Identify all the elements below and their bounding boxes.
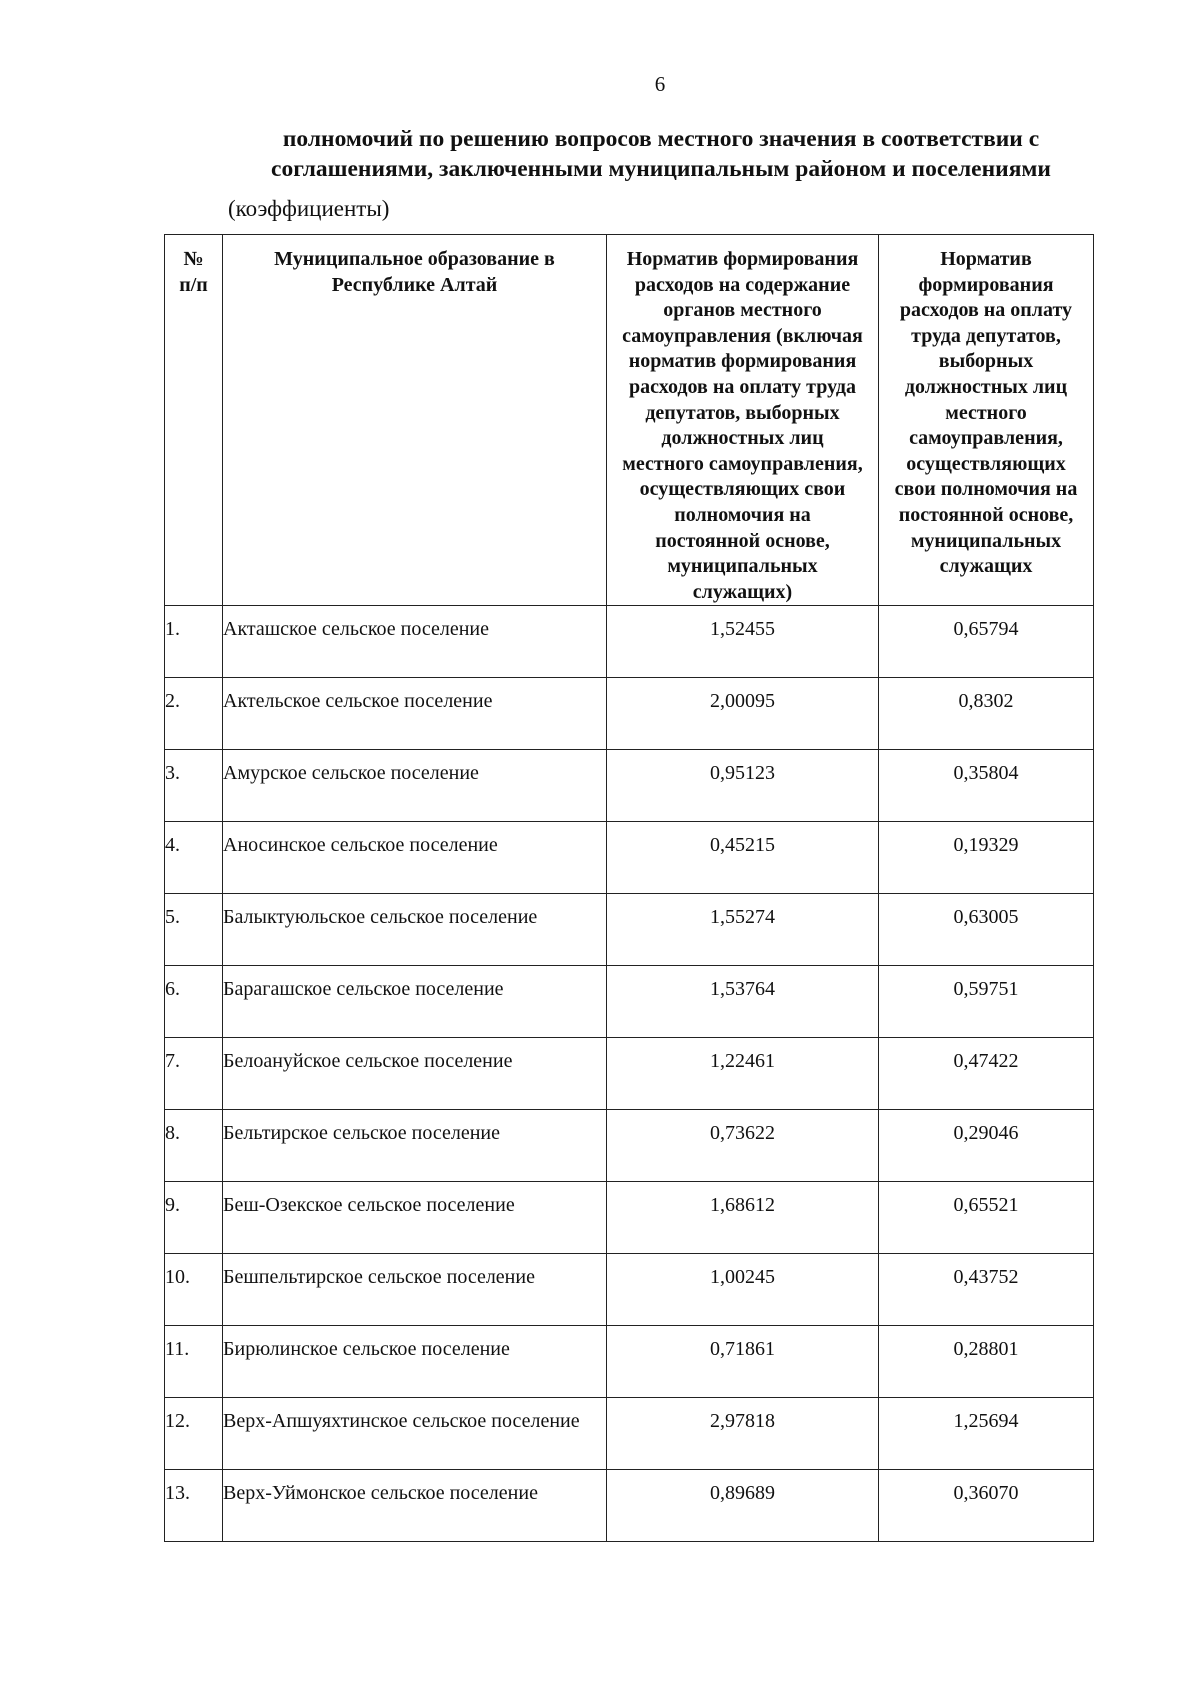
row-number: 2.: [165, 678, 223, 750]
municipality-name: Акташское сельское поселение: [223, 606, 607, 678]
norm-bodies-value: 0,95123: [607, 750, 879, 822]
norm-bodies-value: 0,89689: [607, 1470, 879, 1542]
header-line: осуществляющих свои: [639, 478, 846, 501]
header-line: самоуправления (включая: [622, 324, 863, 347]
header-municipality: [223, 235, 607, 606]
table-row: [165, 822, 1094, 894]
header-line: Муниципальное образование в: [274, 248, 555, 270]
header-line: органов местного: [663, 299, 822, 322]
norm-bodies-value: 0,71861: [607, 1326, 879, 1398]
norm-deputies-value: 0,36070: [879, 1470, 1094, 1542]
norm-bodies-value: 2,00095: [607, 678, 879, 750]
norm-bodies-value: 0,73622: [607, 1110, 879, 1182]
table-row: [165, 1326, 1094, 1398]
norm-bodies-value: 1,68612: [607, 1182, 879, 1254]
table-row: [165, 966, 1094, 1038]
norm-deputies-value: 0,63005: [879, 894, 1094, 966]
header-line: формирования: [918, 273, 1054, 296]
row-number: 3.: [165, 750, 223, 822]
header-line: полномочия на: [674, 503, 811, 526]
row-number: 5.: [165, 894, 223, 966]
row-number: 11.: [165, 1326, 223, 1398]
norm-bodies-value: 0,45215: [607, 822, 879, 894]
header-line: №: [183, 248, 204, 270]
table-header-row: [165, 235, 1094, 606]
row-number: 7.: [165, 1038, 223, 1110]
header-num: [165, 235, 223, 606]
header-line: норматив формирования: [628, 350, 857, 373]
table-body: [165, 606, 1094, 1542]
header-norm-bodies: [607, 235, 879, 606]
header-line: депутатов, выборных: [645, 401, 840, 424]
header-norm-deputies: [879, 235, 1094, 606]
header-line: должностных лиц: [661, 427, 824, 450]
row-number: 9.: [165, 1182, 223, 1254]
header-line: труда депутатов,: [911, 324, 1061, 347]
table-row: [165, 1182, 1094, 1254]
header-line: выборных: [938, 350, 1034, 373]
norm-deputies-value: 0,28801: [879, 1326, 1094, 1398]
row-number: 6.: [165, 966, 223, 1038]
header-line: местного самоуправления,: [622, 452, 863, 475]
municipality-name: Амурское сельское поселение: [223, 750, 607, 822]
header-line: должностных лиц: [904, 375, 1068, 398]
header-line: служащих): [692, 580, 793, 603]
norm-deputies-value: 0,47422: [879, 1038, 1094, 1110]
header-line: расходов на содержание: [634, 273, 851, 296]
units-note: (коэффициенты): [228, 196, 390, 221]
norms-table: [164, 234, 1094, 1542]
norm-bodies-value: 1,00245: [607, 1254, 879, 1326]
municipality-name: Балыктуюльское сельское поселение: [223, 894, 607, 966]
heading-line-1: полномочий по решению вопросов местного значения в соответствии с: [282, 126, 1040, 152]
header-line: свои полномочия на: [894, 478, 1078, 501]
norm-deputies-value: 1,25694: [879, 1398, 1094, 1470]
header-line: расходов на оплату труда: [629, 375, 856, 398]
norm-bodies-value: 1,53764: [607, 966, 879, 1038]
municipality-name: Аносинское сельское поселение: [223, 822, 607, 894]
norm-deputies-value: 0,59751: [879, 966, 1094, 1038]
document-heading: [226, 124, 1096, 184]
municipality-name: Белоануйское сельское поселение: [223, 1038, 607, 1110]
header-line: служащих: [939, 555, 1033, 578]
norm-bodies-value: 1,55274: [607, 894, 879, 966]
header-line: п/п: [179, 273, 208, 296]
row-number: 1.: [165, 606, 223, 678]
header-line: Норматив: [940, 248, 1032, 270]
norm-bodies-value: 2,97818: [607, 1398, 879, 1470]
municipality-name: Верх-Апшуяхтинское сельское поселение: [223, 1398, 607, 1470]
header-line: Республике Алтай: [331, 273, 498, 296]
municipality-name: Беш-Озекское сельское поселение: [223, 1182, 607, 1254]
header-line: муниципальных: [910, 529, 1062, 552]
row-number: 8.: [165, 1110, 223, 1182]
row-number: 12.: [165, 1398, 223, 1470]
municipality-name: Бирюлинское сельское поселение: [223, 1326, 607, 1398]
table-row: [165, 1470, 1094, 1542]
header-line: муниципальных: [667, 555, 818, 578]
norm-deputies-value: 0,43752: [879, 1254, 1094, 1326]
norm-deputies-value: 0,65521: [879, 1182, 1094, 1254]
norm-bodies-value: 1,22461: [607, 1038, 879, 1110]
table-row: [165, 1110, 1094, 1182]
row-number: 10.: [165, 1254, 223, 1326]
table-row: [165, 1254, 1094, 1326]
header-line: осуществляющих: [906, 452, 1066, 475]
norm-deputies-value: 0,35804: [879, 750, 1094, 822]
table-row: [165, 750, 1094, 822]
header-line: Норматив формирования: [626, 248, 859, 270]
header-line: самоуправления,: [909, 427, 1063, 450]
table-row: [165, 1398, 1094, 1470]
municipality-name: Верх-Уймонское сельское поселение: [223, 1470, 607, 1542]
municipality-name: Бешпельтирское сельское поселение: [223, 1254, 607, 1326]
norm-deputies-value: 0,65794: [879, 606, 1094, 678]
header-line: постоянной основе,: [898, 503, 1074, 526]
municipality-name: Бельтирское сельское поселение: [223, 1110, 607, 1182]
row-number: 13.: [165, 1470, 223, 1542]
municipality-name: Актельское сельское поселение: [223, 678, 607, 750]
table-row: [165, 606, 1094, 678]
header-line: местного: [945, 401, 1027, 424]
municipality-name: Барагашское сельское поселение: [223, 966, 607, 1038]
page-number: 6: [654, 72, 666, 96]
table-row: [165, 1038, 1094, 1110]
row-number: 4.: [165, 822, 223, 894]
norm-deputies-value: 0,8302: [879, 678, 1094, 750]
norm-deputies-value: 0,19329: [879, 822, 1094, 894]
header-line: расходов на оплату: [899, 299, 1073, 322]
table-row: [165, 678, 1094, 750]
norm-deputies-value: 0,29046: [879, 1110, 1094, 1182]
table-row: [165, 894, 1094, 966]
norm-bodies-value: 1,52455: [607, 606, 879, 678]
header-line: постоянной основе,: [655, 529, 830, 552]
heading-line-2: соглашениями, заключенными муниципальным районом и поселениями: [271, 156, 1051, 182]
